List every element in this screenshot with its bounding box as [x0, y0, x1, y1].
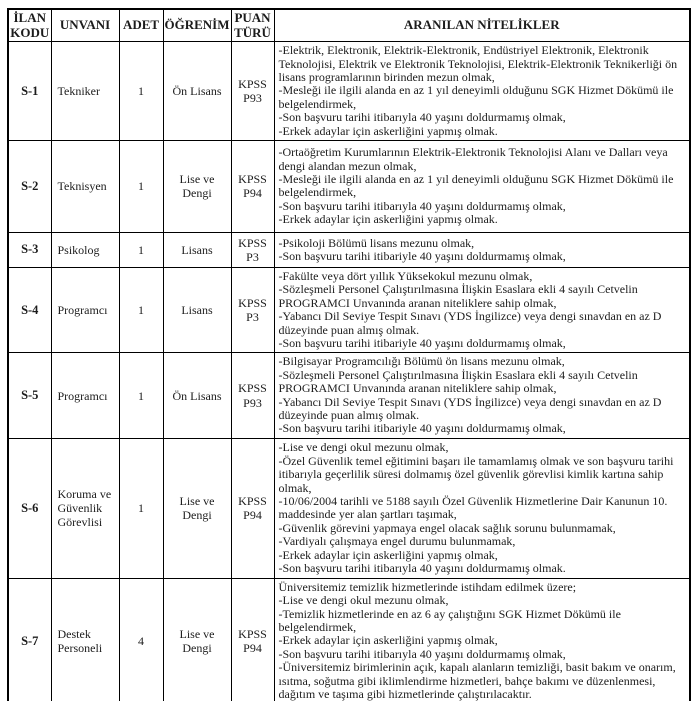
requirement-item: -Bilgisayar Programcılığı Bölümü ön lisans mezunu olmak,: [278, 354, 565, 369]
cell-count: 1: [119, 267, 163, 352]
cell-count: 1: [119, 353, 163, 438]
cell-count: 1: [119, 232, 163, 267]
table-row-s4: [8, 267, 690, 352]
table-row-s1: [8, 42, 690, 141]
requirement-item: -Erkek adaylar için askerliğini yapmış olmak.: [278, 123, 498, 138]
requirement-item: -Psikoloji Bölümü lisans mezunu olmak,: [278, 235, 475, 250]
header-aranilan-nitelikler: ARANILAN NİTELİKLER: [274, 9, 690, 42]
cell-education: Lisans: [163, 267, 231, 352]
cell-education: Lisans: [163, 232, 231, 267]
cell-requirements: [274, 42, 690, 141]
cell-count: 1: [119, 42, 163, 141]
cell-education: Ön Lisans: [163, 353, 231, 438]
requirement-item: -Özel Güvenlik temel eğitimini başarı ile tamamlamış olmak ve son başvuru tarihi itibarıyla geçerlilik süresi dolmamış özel güvenlik görevlisi kimlik kartına sahip olmak,: [278, 453, 674, 495]
requirement-item: -Son başvuru tarihi itibariyle 40 yaşını doldurmamış olmak,: [278, 335, 566, 350]
header-ilan-kodu: İLAN KODU: [8, 9, 51, 42]
requirement-item: -Sözleşmeli Personel Çalıştırılmasına İlişkin Esaslara ekli 4 sayılı Cetvelin PROGRAMCI Unvanında aranan niteliklere sahip olmak,: [278, 282, 638, 310]
cell-count: 1: [119, 140, 163, 232]
header-row: [8, 9, 690, 42]
requirement-item: -Mesleği ile ilgili alanda en az 1 yıl deneyimli olduğunu SGK Hizmet Dökümü ile belgelendirmek,: [278, 83, 674, 111]
cell-title: Destek Personeli: [51, 578, 119, 701]
job-positions-table: [7, 8, 691, 701]
cell-requirements: [274, 232, 690, 267]
cell-score: KPSS P94: [231, 578, 274, 701]
cell-education: Ön Lisans: [163, 42, 231, 141]
requirement-item: -Erkek adaylar için askerliğini yapmış olmak.: [278, 212, 498, 227]
requirement-item: -Son başvuru tarihi itibariyle 40 yaşını doldurmamış olmak,: [278, 421, 566, 436]
requirement-item: -Son başvuru tarihi itibarıyla 40 yaşını doldurmamış olmak,: [278, 110, 566, 125]
header-unvani: UNVANI: [51, 9, 119, 42]
cell-score: KPSS P94: [231, 438, 274, 578]
table-row-s6: [8, 438, 690, 578]
cell-score: KPSS P3: [231, 232, 274, 267]
requirement-item: -Son başvuru tarihi itibarıyla 40 yaşını doldurmamış olmak,: [278, 646, 566, 661]
cell-score: KPSS P3: [231, 267, 274, 352]
table-row-s5: [8, 353, 690, 438]
cell-requirements: [274, 438, 690, 578]
requirement-item: Üniversitemiz temizlik hizmetlerinde istihdam edilmek üzere;: [278, 579, 577, 594]
cell-education: Lise ve Dengi: [163, 140, 231, 232]
cell-code: S-5: [8, 353, 51, 438]
requirement-item: -Yabancı Dil Seviye Tespit Sınavı (YDS İngilizce) veya dengi sınavdan en az D düzeyinde puan almış olmak.: [278, 309, 662, 337]
requirement-item: -Mesleği ile ilgili alanda en az 1 yıl deneyimli olduğunu SGK Hizmet Dökümü ile belgelendirmek,: [278, 172, 674, 200]
cell-score: KPSS P93: [231, 353, 274, 438]
requirement-item: -Erkek adaylar için askerliğini yapmış olmak,: [278, 547, 498, 562]
requirement-item: -Lise ve dengi okul mezunu olmak,: [278, 440, 449, 455]
requirement-item: -10/06/2004 tarihli ve 5188 sayılı Özel Güvenlik Hizmetlerine Dair Kanunun 10. maddesinde yer alan şartları taşımak,: [278, 493, 668, 522]
cell-title: Teknisyen: [51, 140, 119, 232]
cell-score: KPSS P94: [231, 140, 274, 232]
requirement-item: -Son başvuru tarihi itibarıyla 40 yaşını doldurmamış olmak,: [278, 198, 566, 213]
requirement-item: -Lise ve dengi okul mezunu olmak,: [278, 593, 449, 608]
cell-code: S-7: [8, 578, 51, 701]
cell-requirements: [274, 267, 690, 352]
cell-title: Programcı: [51, 353, 119, 438]
cell-code: S-2: [8, 140, 51, 232]
cell-education: Lise ve Dengi: [163, 438, 231, 578]
header-adet: ADET: [119, 9, 163, 42]
requirement-item: -Son başvuru tarihi itibariyle 40 yaşını doldurmamış olmak,: [278, 248, 566, 263]
cell-title: Koruma ve Güvenlik Görevlisi: [51, 438, 119, 578]
cell-score: KPSS P93: [231, 42, 274, 141]
requirement-item: -Temizlik hizmetlerinde en az 6 ay çalıştığını SGK Hizmet Dökümü ile belgelendirmek,: [278, 606, 621, 635]
cell-code: S-1: [8, 42, 51, 141]
requirement-item: -Elektrik, Elektronik, Elektrik-Elektronik, Endüstriyel Elektronik, Elektronik Teknolojisi, Elektrik ve Elektronik Teknolojisi, Elektrik-Elektronik Teknikerliği ön lisans programlarının birinden mezun olmak,: [278, 43, 678, 84]
cell-code: S-6: [8, 438, 51, 578]
cell-requirements: [274, 353, 690, 438]
table-row-s3: [8, 232, 690, 267]
requirement-item: -Üniversitemiz birimlerinin açık, kapalı alanların temizliği, basit bakım ve onarım, ısıtma, soğutma gibi iklimlendirme hizmetleri, bahçe bakımı ve düzenlenmesi, dağıtım ve taşıma gibi hizmetlerinde çalıştırılacaktır.: [278, 660, 676, 701]
cell-education: Lise ve Dengi: [163, 578, 231, 701]
cell-code: S-4: [8, 267, 51, 352]
cell-title: Programcı: [51, 267, 119, 352]
cell-requirements: [274, 578, 690, 701]
cell-title: Tekniker: [51, 42, 119, 141]
requirement-item: -Güvenlik görevini yapmaya engel olacak sağlık sorunu bulunmamak,: [278, 520, 616, 535]
requirement-item: -Erkek adaylar için askerliğini yapmış olmak,: [278, 633, 498, 648]
requirement-item: -Fakülte veya dört yıllık Yüksekokul mezunu olmak,: [278, 268, 533, 283]
requirement-item: -Vardiyalı çalışmaya engel durumu bulunmamak,: [278, 534, 516, 549]
requirement-item: -Ortaöğretim Kurumlarının Elektrik-Elektronik Teknolojisi Alanı ve Dalları veya dengi alandan mezun olmak,: [278, 145, 668, 173]
cell-count: 1: [119, 438, 163, 578]
header-ogrenim: ÖĞRENİM: [163, 9, 231, 42]
cell-count: 4: [119, 578, 163, 701]
cell-title: Psikolog: [51, 232, 119, 267]
table-row-s2: [8, 140, 690, 232]
requirement-item: -Sözleşmeli Personel Çalıştırılmasına İlişkin Esaslara ekli 4 sayılı Cetvelin PROGRAMCI Unvanında aranan niteliklere sahip olmak,: [278, 367, 638, 396]
requirement-item: -Son başvuru tarihi itibarıyla 40 yaşını doldurmamış olmak.: [278, 560, 566, 575]
cell-code: S-3: [8, 232, 51, 267]
requirement-item: -Yabancı Dil Seviye Tespit Sınavı (YDS İngilizce) veya dengi sınavdan en az D düzeyinde puan almış olmak.: [278, 394, 662, 422]
cell-requirements: [274, 140, 690, 232]
table-row-s7: [8, 578, 690, 701]
header-puan-turu: PUAN TÜRÜ: [231, 9, 274, 42]
